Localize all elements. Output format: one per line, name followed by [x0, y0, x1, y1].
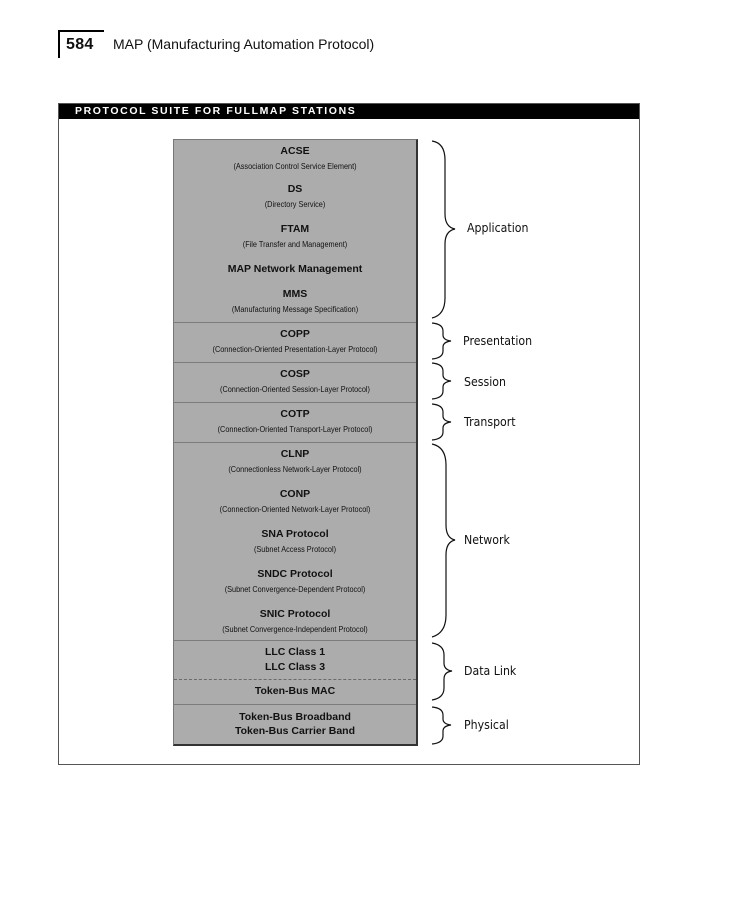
- protocol-description: (Connection-Oriented Session-Layer Protocol): [220, 384, 370, 394]
- dashed-divider: [174, 679, 416, 680]
- protocol-description: (File Transfer and Management): [242, 239, 348, 249]
- protocol-name: DS: [287, 183, 303, 195]
- layer-label-data-link: Data Link: [464, 663, 517, 678]
- network-block: [174, 442, 416, 640]
- page-header: [58, 30, 458, 56]
- protocol-llc: [174, 646, 416, 674]
- layer-label-network: Network: [464, 532, 510, 547]
- header-rule-vertical: [58, 30, 60, 58]
- protocol-description: (Subnet Convergence-Dependent Protocol): [224, 584, 366, 594]
- protocol-description: (Directory Service): [264, 199, 326, 209]
- protocol-name: SNDC Protocol: [257, 568, 333, 580]
- layer-label-session: Session: [464, 374, 506, 389]
- protocol-description: (Association Control Service Element): [233, 161, 357, 171]
- protocol-description: (Connection-Oriented Transport-Layer Protocol): [217, 424, 373, 434]
- layer-label-application: Application: [467, 220, 529, 235]
- header-rule-horizontal: [58, 30, 104, 32]
- protocol-name: Token-Bus Broadband: [239, 711, 351, 723]
- protocol-name: SNA Protocol: [261, 528, 329, 540]
- layer-label-physical: Physical: [464, 717, 509, 732]
- protocol-map-network-management: [174, 263, 416, 276]
- page-number: 584: [66, 36, 94, 53]
- transport-block: [174, 402, 416, 442]
- data-link-block: [174, 640, 416, 704]
- protocol-name: MAP Network Management: [227, 263, 363, 275]
- protocol-acse: [174, 145, 416, 173]
- figure-title: PROTOCOL SUITE FOR FULLMAP STATIONS: [59, 104, 639, 119]
- protocol-name: FTAM: [280, 223, 310, 235]
- protocol-clnp: [174, 448, 416, 476]
- protocol-name: Token-Bus MAC: [254, 685, 336, 697]
- protocol-name: Token-Bus Carrier Band: [235, 725, 355, 737]
- protocol-name: MMS: [282, 288, 308, 300]
- protocol-name: COTP: [280, 408, 310, 420]
- physical-block: [174, 704, 416, 747]
- protocol-token-bus-mac: [174, 685, 416, 698]
- application-block: [174, 140, 416, 322]
- protocol-description: (Subnet Access Protocol): [253, 544, 337, 554]
- protocol-name: COSP: [280, 368, 310, 380]
- protocol-copp: [174, 328, 416, 356]
- layer-label-transport: Transport: [464, 414, 516, 429]
- running-title: MAP (Manufacturing Automation Protocol): [113, 36, 375, 52]
- protocol-description: (Subnet Convergence-Independent Protocol): [222, 624, 368, 634]
- protocol-description: (Connection-Oriented Presentation-Layer Protocol): [212, 344, 378, 354]
- protocol-name: LLC Class 3: [264, 661, 326, 673]
- protocol-conp: [174, 488, 416, 516]
- protocol-description: (Connection-Oriented Network-Layer Protocol): [219, 504, 371, 514]
- protocol-name: SNIC Protocol: [259, 608, 331, 620]
- protocol-description: (Connectionless Network-Layer Protocol): [228, 464, 362, 474]
- protocol-description: (Manufacturing Message Specification): [231, 304, 359, 314]
- protocol-sna: [174, 528, 416, 556]
- protocol-ftam: [174, 223, 416, 251]
- protocol-ds: [174, 183, 416, 211]
- protocol-name: CONP: [279, 488, 311, 500]
- protocol-sndc: [174, 568, 416, 596]
- protocol-name: ACSE: [280, 145, 310, 157]
- protocol-mms: [174, 288, 416, 316]
- protocol-name: COPP: [280, 328, 310, 340]
- presentation-block: [174, 322, 416, 362]
- session-block: [174, 362, 416, 402]
- protocol-name: LLC Class 1: [264, 646, 326, 658]
- layer-label-presentation: Presentation: [463, 333, 533, 348]
- protocol-cosp: [174, 368, 416, 396]
- protocol-name: CLNP: [280, 448, 310, 460]
- protocol-snic: [174, 608, 416, 636]
- protocol-cotp: [174, 408, 416, 436]
- protocol-stack: [173, 139, 418, 746]
- protocol-token-bus-physical: [174, 711, 416, 738]
